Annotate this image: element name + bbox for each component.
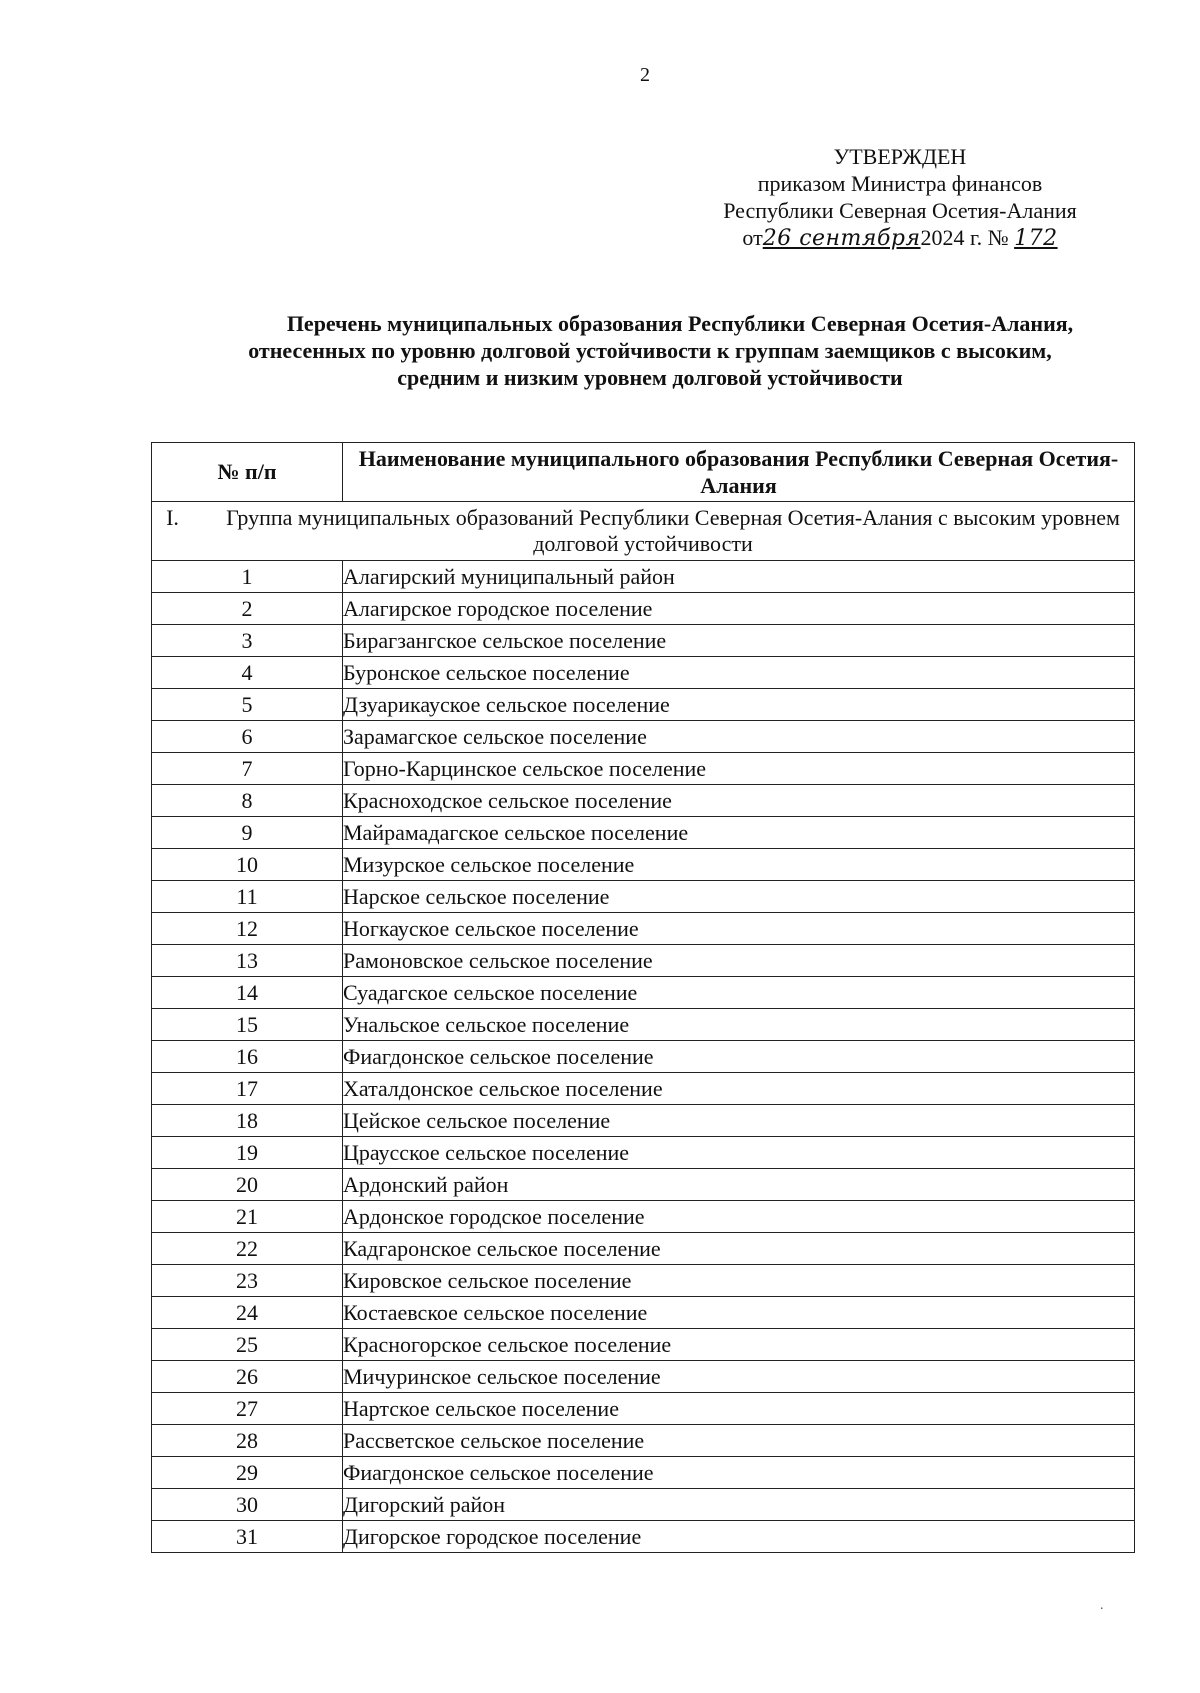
municipality-name: Ардонский район <box>343 1169 1135 1201</box>
approval-order-line: приказом Министра финансов <box>757 171 1043 196</box>
approval-heading: УТВЕРЖДЕН <box>833 144 967 169</box>
municipality-name: Кировское сельское поселение <box>343 1265 1135 1297</box>
municipality-name: Кадгаронское сельское поселение <box>343 1233 1135 1265</box>
table-row <box>152 721 1135 753</box>
row-number: 1 <box>152 561 343 593</box>
document-title-line-3: средним и низким уровнем долговой устойчивости <box>397 365 903 390</box>
row-number: 14 <box>152 977 343 1009</box>
municipality-name: Костаевское сельское поселение <box>343 1297 1135 1329</box>
row-number: 15 <box>152 1009 343 1041</box>
municipality-name: Хаталдонское сельское поселение <box>343 1073 1135 1105</box>
row-number: 16 <box>152 1041 343 1073</box>
municipality-name: Фиагдонское сельское поселение <box>343 1041 1135 1073</box>
row-number: 8 <box>152 785 343 817</box>
document-title <box>170 310 1130 391</box>
approval-date-prefix: от <box>742 225 763 250</box>
row-number: 3 <box>152 625 343 657</box>
row-number: 18 <box>152 1105 343 1137</box>
row-number: 26 <box>152 1361 343 1393</box>
table-row <box>152 849 1135 881</box>
row-number: 30 <box>152 1489 343 1521</box>
municipality-name: Дигорское городское поселение <box>343 1521 1135 1553</box>
group-row <box>152 502 1135 561</box>
municipality-name: Фиагдонское сельское поселение <box>343 1457 1135 1489</box>
row-number: 22 <box>152 1233 343 1265</box>
scan-speck: . <box>1100 1598 1104 1613</box>
approval-ministry-line: Республики Северная Осетия-Алания <box>723 198 1077 223</box>
group-cell <box>152 502 1135 561</box>
row-number: 20 <box>152 1169 343 1201</box>
group-roman-numeral: I. <box>166 505 179 530</box>
table-row <box>152 1457 1135 1489</box>
table-row <box>152 1521 1135 1553</box>
row-number: 25 <box>152 1329 343 1361</box>
row-number: 13 <box>152 945 343 977</box>
row-number: 5 <box>152 689 343 721</box>
table-row <box>152 881 1135 913</box>
municipality-name: Суадагское сельское поселение <box>343 977 1135 1009</box>
table-row <box>152 1329 1135 1361</box>
table-row <box>152 785 1135 817</box>
row-number: 29 <box>152 1457 343 1489</box>
approval-year-text: 2024 г. № <box>920 225 1009 250</box>
table-row <box>152 817 1135 849</box>
table-row <box>152 1297 1135 1329</box>
row-number: 7 <box>152 753 343 785</box>
row-number: 31 <box>152 1521 343 1553</box>
approval-date-line <box>690 224 1110 252</box>
row-number: 2 <box>152 593 343 625</box>
municipality-name: Цейское сельское поселение <box>343 1105 1135 1137</box>
municipality-name: Ардонское городское поселение <box>343 1201 1135 1233</box>
header-name: Наименование муниципального образования Республики Северная Осетия-Алания <box>343 443 1135 502</box>
row-number: 19 <box>152 1137 343 1169</box>
table-row <box>152 1041 1135 1073</box>
municipality-name: Майрамадагское сельское поселение <box>343 817 1135 849</box>
header-number: № п/п <box>152 443 343 502</box>
row-number: 10 <box>152 849 343 881</box>
approval-stamp-block <box>690 143 1110 252</box>
municipality-name: Алагирский муниципальный район <box>343 561 1135 593</box>
table-row <box>152 1105 1135 1137</box>
page-number: 2 <box>640 64 650 86</box>
municipality-name: Нарское сельское поселение <box>343 881 1135 913</box>
table-row <box>152 753 1135 785</box>
municipality-name: Мизурское сельское поселение <box>343 849 1135 881</box>
row-number: 9 <box>152 817 343 849</box>
table-row <box>152 1265 1135 1297</box>
table-header-row <box>152 443 1135 502</box>
row-number: 28 <box>152 1425 343 1457</box>
group-title: Группа муниципальных образований Республики Северная Осетия-Алания с высоким уровнем долговой устойчивости <box>226 505 1120 556</box>
document-title-line-1: Перечень муниципальных образования Республики Северная Осетия-Алания, <box>286 311 1074 336</box>
municipality-name: Рамоновское сельское поселение <box>343 945 1135 977</box>
row-number: 27 <box>152 1393 343 1425</box>
table-row <box>152 1425 1135 1457</box>
municipality-name: Дзуарикауское сельское поселение <box>343 689 1135 721</box>
row-number: 11 <box>152 881 343 913</box>
municipality-name: Дигорский район <box>343 1489 1135 1521</box>
handwritten-date: 26 сентября <box>762 226 921 251</box>
municipality-name: Зарамагское сельское поселение <box>343 721 1135 753</box>
row-number: 6 <box>152 721 343 753</box>
table-row <box>152 1393 1135 1425</box>
document-title-line-2: отнесенных по уровню долговой устойчивости к группам заемщиков с высоким, <box>248 338 1052 363</box>
table-row <box>152 945 1135 977</box>
municipality-name: Красноходское сельское поселение <box>343 785 1135 817</box>
table-row <box>152 1201 1135 1233</box>
municipality-name: Унальское сельское поселение <box>343 1009 1135 1041</box>
table-row <box>152 977 1135 1009</box>
table-row <box>152 625 1135 657</box>
table-row <box>152 1489 1135 1521</box>
municipality-name: Красногорское сельское поселение <box>343 1329 1135 1361</box>
row-number: 21 <box>152 1201 343 1233</box>
municipality-name: Нартское сельское поселение <box>343 1393 1135 1425</box>
table-row <box>152 657 1135 689</box>
municipality-name: Цраусское сельское поселение <box>343 1137 1135 1169</box>
municipality-name: Ногкауское сельское поселение <box>343 913 1135 945</box>
municipality-name: Рассветское сельское поселение <box>343 1425 1135 1457</box>
table-row <box>152 1073 1135 1105</box>
handwritten-order-number: 172 <box>1014 226 1058 251</box>
row-number: 12 <box>152 913 343 945</box>
table-row <box>152 913 1135 945</box>
row-number: 23 <box>152 1265 343 1297</box>
table-row <box>152 689 1135 721</box>
municipality-name: Буронское сельское поселение <box>343 657 1135 689</box>
table-row <box>152 593 1135 625</box>
row-number: 4 <box>152 657 343 689</box>
municipality-name: Бирагзангское сельское поселение <box>343 625 1135 657</box>
table-row <box>152 1169 1135 1201</box>
municipality-name: Алагирское городское поселение <box>343 593 1135 625</box>
table-row <box>152 561 1135 593</box>
municipality-name: Мичуринское сельское поселение <box>343 1361 1135 1393</box>
table-row <box>152 1137 1135 1169</box>
table-body <box>152 502 1135 1553</box>
table-row <box>152 1361 1135 1393</box>
table-row <box>152 1009 1135 1041</box>
municipality-name: Горно-Карцинское сельское поселение <box>343 753 1135 785</box>
municipalities-table <box>151 442 1135 1553</box>
row-number: 17 <box>152 1073 343 1105</box>
row-number: 24 <box>152 1297 343 1329</box>
table-row <box>152 1233 1135 1265</box>
